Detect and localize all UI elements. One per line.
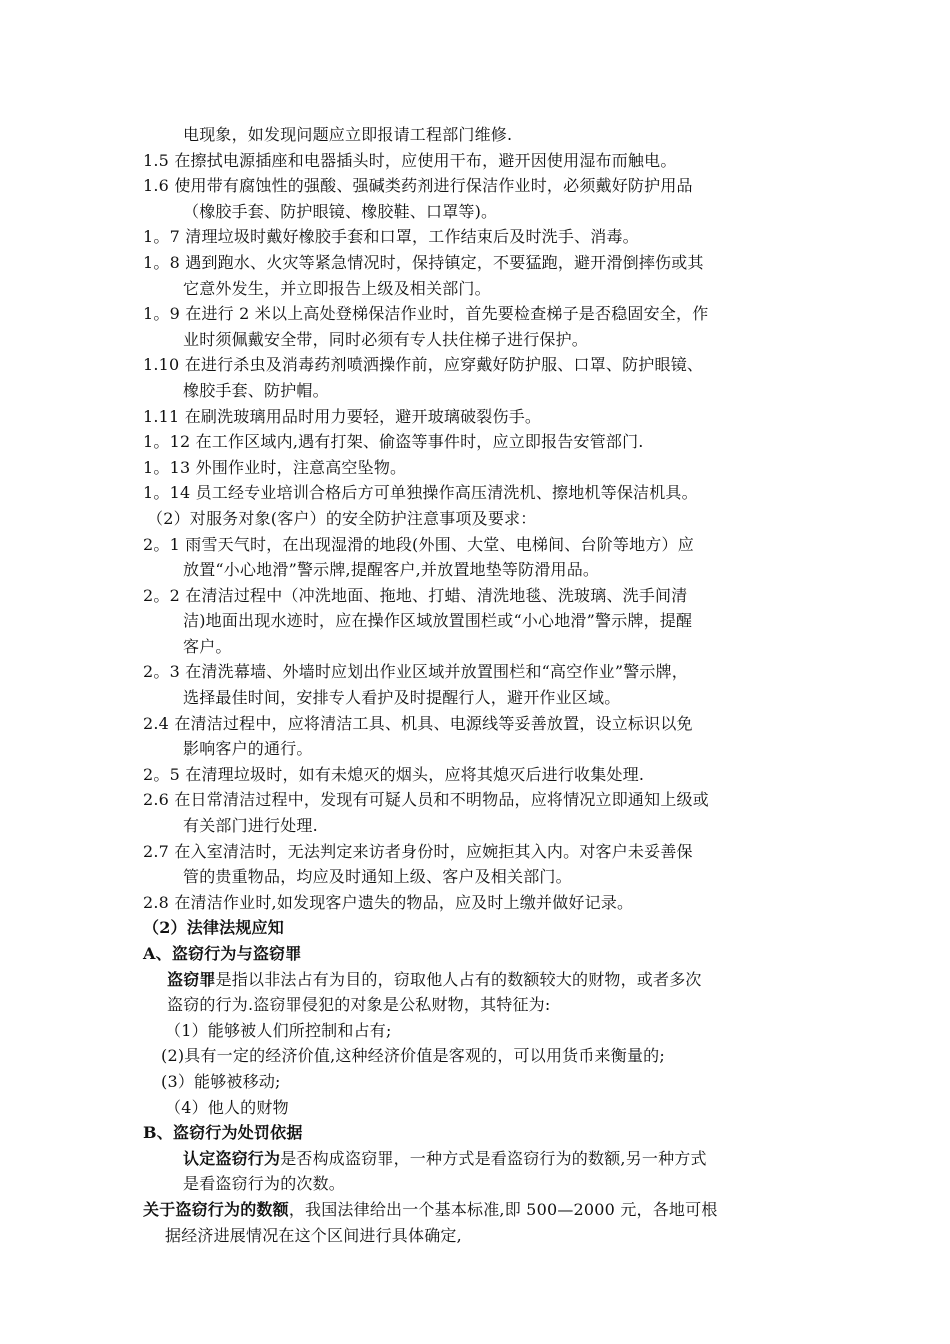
bold-term: 盗窃罪 bbox=[167, 969, 216, 989]
text-line bbox=[143, 506, 823, 532]
text-line bbox=[143, 1146, 823, 1172]
line-text: 盗窃的行为.盗窃罪侵犯的对象是公私财物，其特征为: bbox=[167, 995, 551, 1015]
line-text: 1。8 遇到跑水、火灾等紧急情况时，保持镇定，不要猛跑，避开滑倒摔伤或其 bbox=[143, 252, 704, 272]
line-text: 影响客户的通行。 bbox=[183, 739, 313, 759]
line-text: 据经济进展情况在这个区间进行具体确定, bbox=[165, 1225, 462, 1245]
line-text: 是指以非法占有为目的，窃取他人占有的数额较大的财物，或者多次 bbox=[215, 969, 702, 989]
line-text: 2.7 在入室清洁时，无法判定来访者身份时，应婉拒其入内。对客户未妥善保 bbox=[143, 841, 693, 861]
text-line bbox=[143, 890, 823, 916]
line-text: 1.11 在刷洗玻璃用品时用力要轻，避开玻璃破裂伤手。 bbox=[143, 406, 542, 426]
text-line bbox=[143, 301, 823, 327]
text-line bbox=[143, 250, 823, 276]
line-text: 是否构成盗窃罪，一种方式是看盗窃行为的数额,另一种方式 bbox=[280, 1148, 707, 1168]
line-text: 2.8 在清洁作业时,如发现客户遗失的物品，应及时上缴并做好记录。 bbox=[143, 892, 634, 912]
line-text: （4）他人的财物 bbox=[165, 1097, 289, 1117]
line-text: (3）能够被移动; bbox=[161, 1071, 281, 1091]
text-line bbox=[143, 429, 823, 455]
line-text: 是看盗窃行为的次数。 bbox=[183, 1174, 346, 1194]
line-text: 有关部门进行处理. bbox=[183, 816, 318, 836]
line-text: 1。7 清理垃圾时戴好橡胶手套和口罩，工作结束后及时洗手、消毒。 bbox=[143, 227, 639, 247]
line-text: 2.4 在清洁过程中，应将清洁工具、机具、电源线等妥善放置，设立标识以免 bbox=[143, 713, 693, 733]
line-text: 1.5 在擦拭电源插座和电器插头时，应使用干布，避开因使用湿布而触电。 bbox=[143, 150, 677, 170]
line-text: 洁)地面出现水迹时，应在操作区域放置围栏或“小心地滑”警示牌，提醒 bbox=[183, 611, 693, 631]
text-line bbox=[143, 787, 823, 813]
line-text: （橡胶手套、防护眼镜、橡胶鞋、口罩等)。 bbox=[183, 201, 498, 221]
line-text: A、盗窃行为与盗窃罪 bbox=[143, 944, 302, 963]
text-line bbox=[143, 1069, 823, 1095]
text-line bbox=[143, 915, 823, 941]
line-text: 客户。 bbox=[183, 636, 232, 656]
text-line bbox=[143, 839, 823, 865]
line-text: 2。3 在清洗幕墙、外墙时应划出作业区域并放置围栏和“高空作业”警示牌， bbox=[143, 662, 689, 682]
line-text: ，我国法律给出一个基本标准,即 500—2000 元，各地可根 bbox=[288, 1199, 718, 1219]
text-line bbox=[143, 1043, 823, 1069]
text-line bbox=[143, 583, 823, 609]
text-line bbox=[143, 1223, 823, 1249]
line-text: 2。5 在清理垃圾时，如有未熄灭的烟头，应将其熄灭后进行收集处理. bbox=[143, 764, 645, 784]
line-text: (2)具有一定的经济价值,这种经济价值是客观的，可以用货币来衡量的; bbox=[161, 1046, 665, 1066]
text-line bbox=[143, 224, 823, 250]
text-line bbox=[143, 122, 823, 148]
text-line bbox=[143, 480, 823, 506]
document-body bbox=[143, 122, 823, 1248]
text-line bbox=[143, 685, 823, 711]
text-line bbox=[143, 634, 823, 660]
line-text: 2。2 在清洁过程中（冲洗地面、拖地、打蜡、清洗地毯、洗玻璃、洗手间清 bbox=[143, 585, 688, 605]
text-line bbox=[143, 148, 823, 174]
text-line bbox=[143, 173, 823, 199]
line-text: （2）对服务对象(客户）的安全防护注意事项及要求： bbox=[147, 508, 537, 528]
line-text: 1。12 在工作区域内,遇有打架、偷盗等事件时，应立即报告安管部门. bbox=[143, 432, 644, 452]
bold-term: 认定盗窃行为 bbox=[183, 1148, 281, 1168]
line-text: 1.6 使用带有腐蚀性的强酸、强碱类药剂进行保洁作业时，必须戴好防护用品 bbox=[143, 176, 693, 196]
line-text: 管的贵重物品，均应及时通知上级、客户及相关部门。 bbox=[183, 867, 572, 887]
line-text: 电现象，如发现问题应立即报请工程部门维修. bbox=[183, 125, 513, 144]
line-text: 2.6 在日常清洁过程中，发现有可疑人员和不明物品，应将情况立即通知上级或 bbox=[143, 790, 709, 810]
text-line bbox=[143, 1171, 823, 1197]
text-line bbox=[143, 736, 823, 762]
line-text: 1。9 在进行 2 米以上高处登梯保洁作业时，首先要检查梯子是否稳固安全，作 bbox=[143, 304, 709, 324]
text-line bbox=[143, 352, 823, 378]
text-line bbox=[143, 992, 823, 1018]
text-line bbox=[143, 1095, 823, 1121]
line-text: 业时须佩戴安全带，同时必须有专人扶住梯子进行保护。 bbox=[183, 329, 589, 349]
line-text: 2。1 雨雪天气时，在出现湿滑的地段(外围、大堂、电梯间、台阶等地方）应 bbox=[143, 534, 694, 554]
text-line bbox=[143, 1197, 823, 1223]
text-line bbox=[143, 1120, 823, 1146]
text-line bbox=[143, 762, 823, 788]
text-line bbox=[143, 711, 823, 737]
line-text: （2）法律法规应知 bbox=[143, 918, 284, 938]
text-line bbox=[143, 327, 823, 353]
text-line bbox=[143, 864, 823, 890]
bold-term: 关于盗窃行为的数额 bbox=[143, 1199, 289, 1219]
line-text: 1。14 员工经专业培训合格后方可单独操作高压清洗机、擦地机等保洁机具。 bbox=[143, 483, 698, 503]
text-line bbox=[143, 199, 823, 225]
text-line bbox=[143, 941, 823, 967]
text-line bbox=[143, 608, 823, 634]
text-line bbox=[143, 557, 823, 583]
text-line bbox=[143, 813, 823, 839]
text-line bbox=[143, 404, 823, 430]
line-text: （1）能够被人们所控制和占有; bbox=[165, 1020, 392, 1040]
text-line bbox=[143, 276, 823, 302]
line-text: 1。13 外围作业时，注意高空坠物。 bbox=[143, 457, 407, 477]
line-text: 放置“小心地滑”警示牌,提醒客户,并放置地垫等防滑用品。 bbox=[183, 560, 600, 580]
line-text: 它意外发生，并立即报告上级及相关部门。 bbox=[183, 278, 491, 298]
text-line bbox=[143, 378, 823, 404]
line-text: 1.10 在进行杀虫及消毒药剂喷洒操作前，应穿戴好防护服、口罩、防护眼镜、 bbox=[143, 355, 704, 375]
text-line bbox=[143, 1018, 823, 1044]
text-line bbox=[143, 532, 823, 558]
text-line bbox=[143, 659, 823, 685]
line-text: 橡胶手套、防护帽。 bbox=[183, 380, 329, 400]
line-text: B、盗窃行为处罚依据 bbox=[143, 1123, 303, 1143]
line-text: 选择最佳时间，安排专人看护及时提醒行人，避开作业区域。 bbox=[183, 688, 621, 708]
text-line bbox=[143, 967, 823, 993]
text-line bbox=[143, 455, 823, 481]
